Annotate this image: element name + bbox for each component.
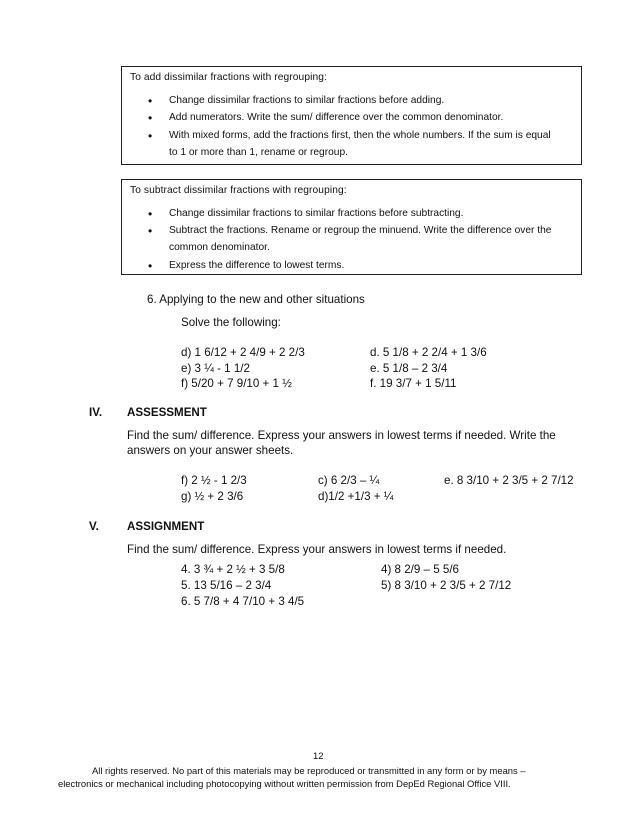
list-item: • Change dissimilar fractions to similar fractions before subtracting. bbox=[148, 207, 464, 221]
add-rules-box bbox=[121, 66, 582, 165]
assessment-item-f: f) 2 ½ - 1 2/3 bbox=[181, 474, 247, 487]
assignment-item-4-left: 4. 3 ¾ + 2 ½ + 3 5/8 bbox=[181, 563, 285, 576]
assessment-item-d: d)1/2 +1/3 + ¼ bbox=[318, 490, 394, 503]
bullet-icon: • bbox=[148, 129, 153, 143]
assignment-title: ASSIGNMENT bbox=[127, 520, 205, 533]
list-item-continuation: common denominator. bbox=[169, 242, 270, 253]
applying-item-d-right: d. 5 1/8 + 2 2/4 + 1 3/6 bbox=[370, 346, 487, 359]
assessment-instruction-cont: answers on your answer sheets. bbox=[127, 444, 294, 457]
list-item: • With mixed forms, add the fractions first, then the whole numbers. If the sum is equal bbox=[148, 129, 551, 143]
assignment-numeral: V. bbox=[89, 520, 99, 533]
bullet-icon: • bbox=[148, 259, 153, 273]
bullet-icon: • bbox=[148, 224, 153, 238]
bullet-icon: • bbox=[148, 111, 153, 125]
applying-instruction: Solve the following: bbox=[181, 316, 281, 329]
page-number: 12 bbox=[313, 750, 324, 761]
list-item: • Add numerators. Write the sum/ difference over the common denominator. bbox=[148, 111, 504, 125]
applying-item-d-left: d) 1 6/12 + 2 4/9 + 2 2/3 bbox=[181, 346, 305, 359]
subtract-rules-heading: To subtract dissimilar fractions with regrouping: bbox=[130, 185, 347, 196]
applying-title: 6. Applying to the new and other situations bbox=[147, 293, 365, 306]
assessment-numeral: IV. bbox=[89, 406, 103, 419]
assessment-item-c: c) 6 2/3 – ¼ bbox=[318, 474, 380, 487]
list-item: • Express the difference to lowest terms. bbox=[148, 259, 345, 273]
applying-item-f-right: f. 19 3/7 + 1 5/11 bbox=[370, 377, 457, 390]
bullet-icon: • bbox=[148, 94, 153, 108]
list-item: • Change dissimilar fractions to similar fractions before adding. bbox=[148, 94, 445, 108]
copyright-line-1: All rights reserved. No part of this materials may be reproduced or transmitted in any form or by means – bbox=[92, 765, 526, 776]
applying-item-e-right: e. 5 1/8 – 2 3/4 bbox=[370, 362, 448, 375]
assessment-title: ASSESSMENT bbox=[127, 406, 207, 419]
assignment-item-5-right: 5) 8 3/10 + 2 3/5 + 2 7/12 bbox=[381, 579, 512, 592]
assignment-instruction: Find the sum/ difference. Express your answers in lowest terms if needed. bbox=[127, 543, 507, 556]
list-item: • Subtract the fractions. Rename or regroup the minuend. Write the difference over the bbox=[148, 224, 552, 238]
bullet-icon: • bbox=[148, 207, 153, 221]
copyright-line-2: electronics or mechanical including photocopying without written permission from DepEd Regional Office VIII. bbox=[58, 778, 511, 789]
subtract-rules-box bbox=[121, 179, 582, 275]
assignment-item-4-right: 4) 8 2/9 – 5 5/6 bbox=[381, 563, 459, 576]
add-rules-heading: To add dissimilar fractions with regrouping: bbox=[130, 72, 327, 83]
applying-item-f-left: f) 5/20 + 7 9/10 + 1 ½ bbox=[181, 377, 292, 390]
assessment-instruction: Find the sum/ difference. Express your answers in lowest terms if needed. Write the bbox=[127, 429, 556, 442]
list-item-continuation: to 1 or more than 1, rename or regroup. bbox=[169, 147, 348, 158]
assessment-item-e: e. 8 3/10 + 2 3/5 + 2 7/12 bbox=[444, 474, 574, 487]
assessment-item-g: g) ½ + 2 3/6 bbox=[181, 490, 244, 503]
assignment-item-5-left: 5. 13 5/16 – 2 3/4 bbox=[181, 579, 272, 592]
applying-item-e-left: e) 3 ¼ - 1 1/2 bbox=[181, 362, 250, 375]
assignment-item-6-left: 6. 5 7/8 + 4 7/10 + 3 4/5 bbox=[181, 595, 305, 608]
